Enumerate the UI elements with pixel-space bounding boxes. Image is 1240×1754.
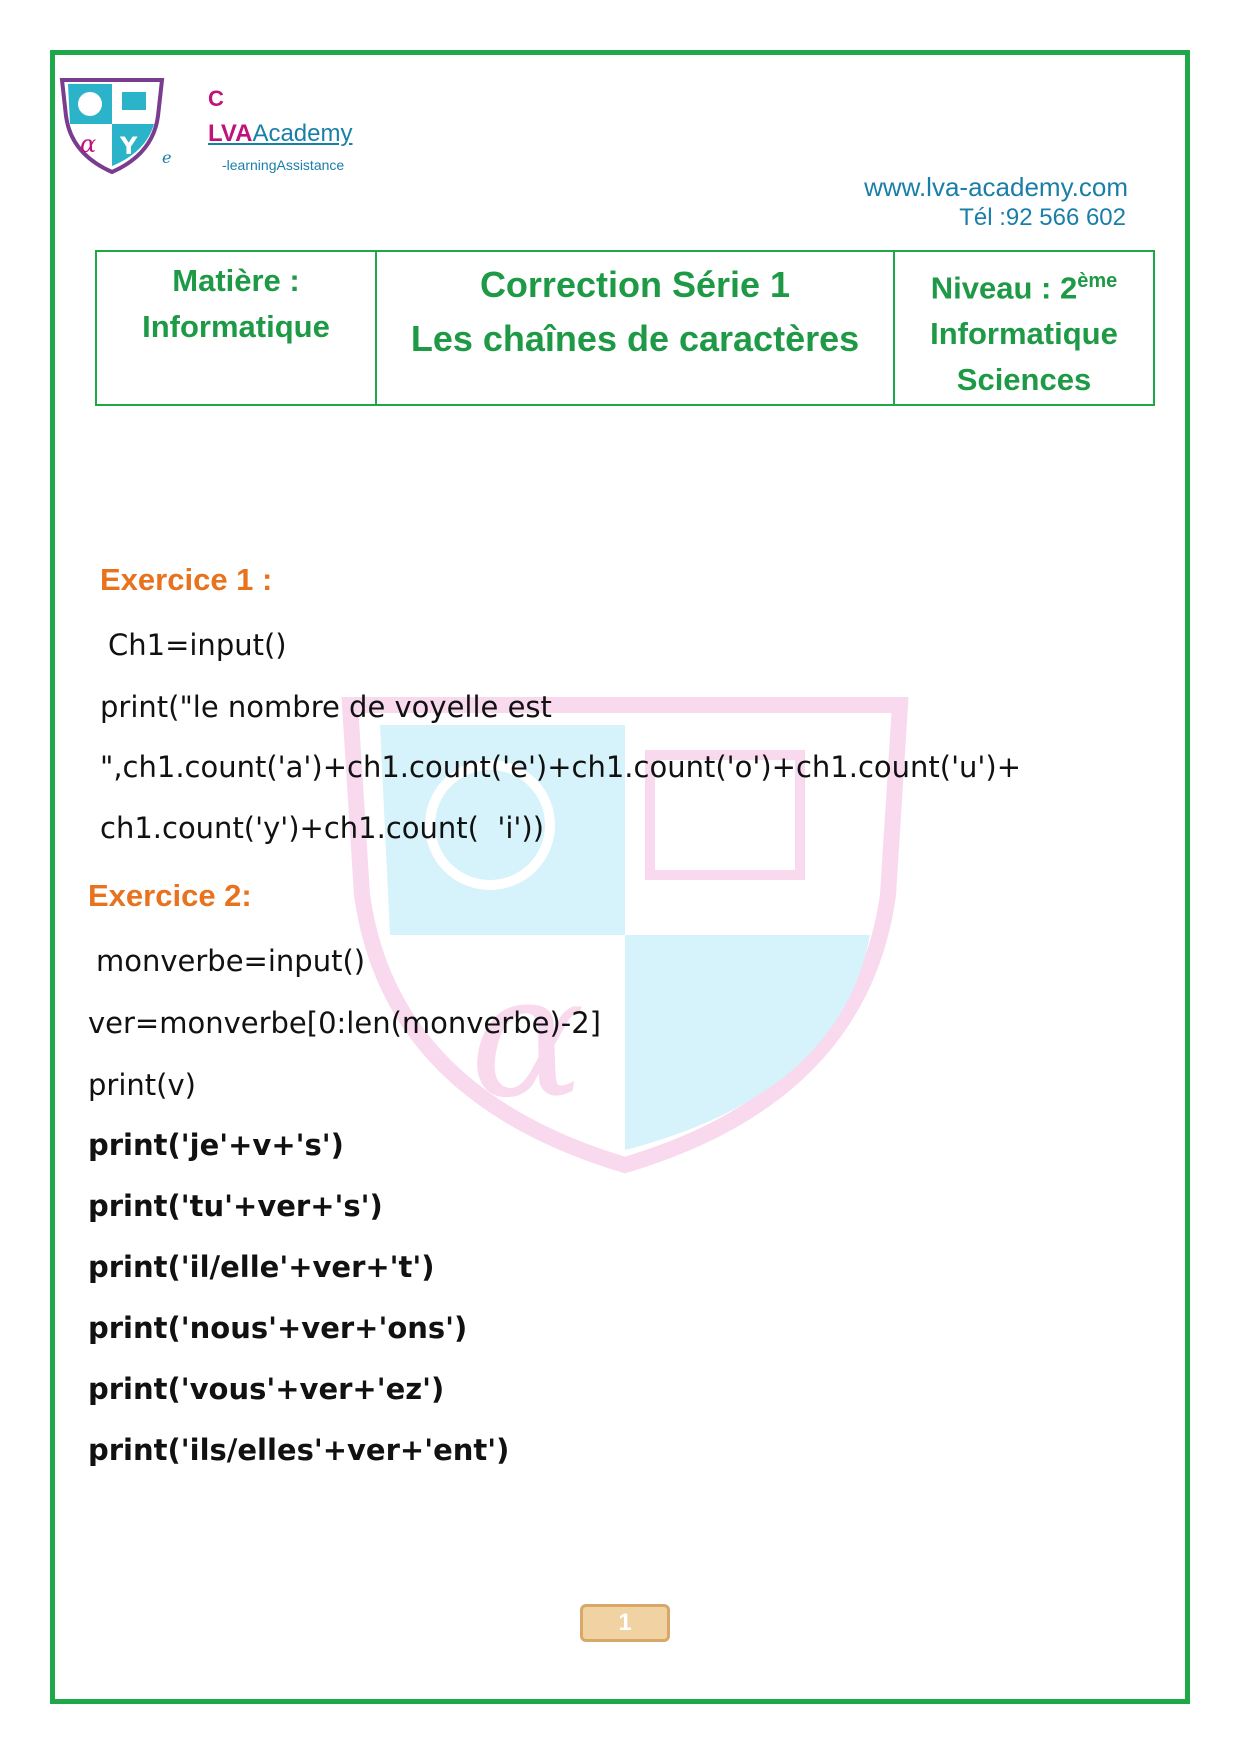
niveau-sup: ème <box>1077 270 1118 292</box>
exercise1-line: Ch1=input() <box>108 628 287 662</box>
brand-name[interactable] <box>208 120 352 148</box>
website-link[interactable]: www.lva-academy.com <box>864 172 1128 202</box>
document-title: Correction Série 1 <box>479 264 791 305</box>
exercise1-title: Exercice 1 : <box>100 562 273 597</box>
exercise2-line: print('il/elle'+ver+'t') <box>88 1250 435 1284</box>
exercise1-line: ",ch1.count('a')+ch1.count('e')+ch1.count('o')+ch1.count('u')+ <box>100 750 1022 784</box>
svg-text:α: α <box>470 938 585 1136</box>
brand-lva: LVA <box>208 120 253 147</box>
brand-tagline: -learningAssistance <box>222 157 345 173</box>
matiere-value: Informatique <box>142 309 330 344</box>
svg-text:α: α <box>80 130 97 158</box>
svg-text:Y: Y <box>120 132 138 160</box>
exercise1-line: ch1.count('y')+ch1.count( 'i')) <box>100 811 545 845</box>
exercise2-line: print('nous'+ver+'ons') <box>88 1311 468 1345</box>
title-cell <box>376 251 894 405</box>
exercise2-line: print(v) <box>88 1068 196 1102</box>
exercise1-line: print("le nombre de voyelle est <box>100 690 552 724</box>
svg-text:Y: Y <box>660 957 769 1131</box>
brand-letter-c: C <box>208 86 224 111</box>
exercise2-title: Exercice 2: <box>88 878 252 913</box>
niveau-line2: Informatique <box>930 316 1118 352</box>
brand-e: e <box>162 148 172 167</box>
matiere-label: Matière : <box>172 263 300 298</box>
matiere-cell <box>96 251 376 405</box>
niveau-line3: Sciences <box>956 362 1092 398</box>
exercise2-line: print('vous'+ver+'ez') <box>88 1372 445 1406</box>
lva-academy-logo-icon <box>58 76 166 174</box>
brand-academy: Academy <box>252 120 353 147</box>
page-number: 1 <box>580 1604 670 1642</box>
niveau-cell <box>894 251 1154 405</box>
title-table <box>95 250 1155 406</box>
exercise2-line: print('je'+v+'s') <box>88 1128 344 1162</box>
exercise2-line: monverbe=input() <box>96 944 366 978</box>
exercise2-line: print('ils/elles'+ver+'ent') <box>88 1433 510 1467</box>
document-subtitle: Les chaînes de caractères <box>410 318 860 359</box>
niveau-label: Niveau : 2ème <box>930 270 1118 306</box>
exercise2-line: print('tu'+ver+'s') <box>88 1189 383 1223</box>
exercise2-line: ver=monverbe[0:len(monverbe)-2] <box>88 1006 601 1040</box>
phone-number: Tél :92 566 602 <box>959 204 1126 231</box>
